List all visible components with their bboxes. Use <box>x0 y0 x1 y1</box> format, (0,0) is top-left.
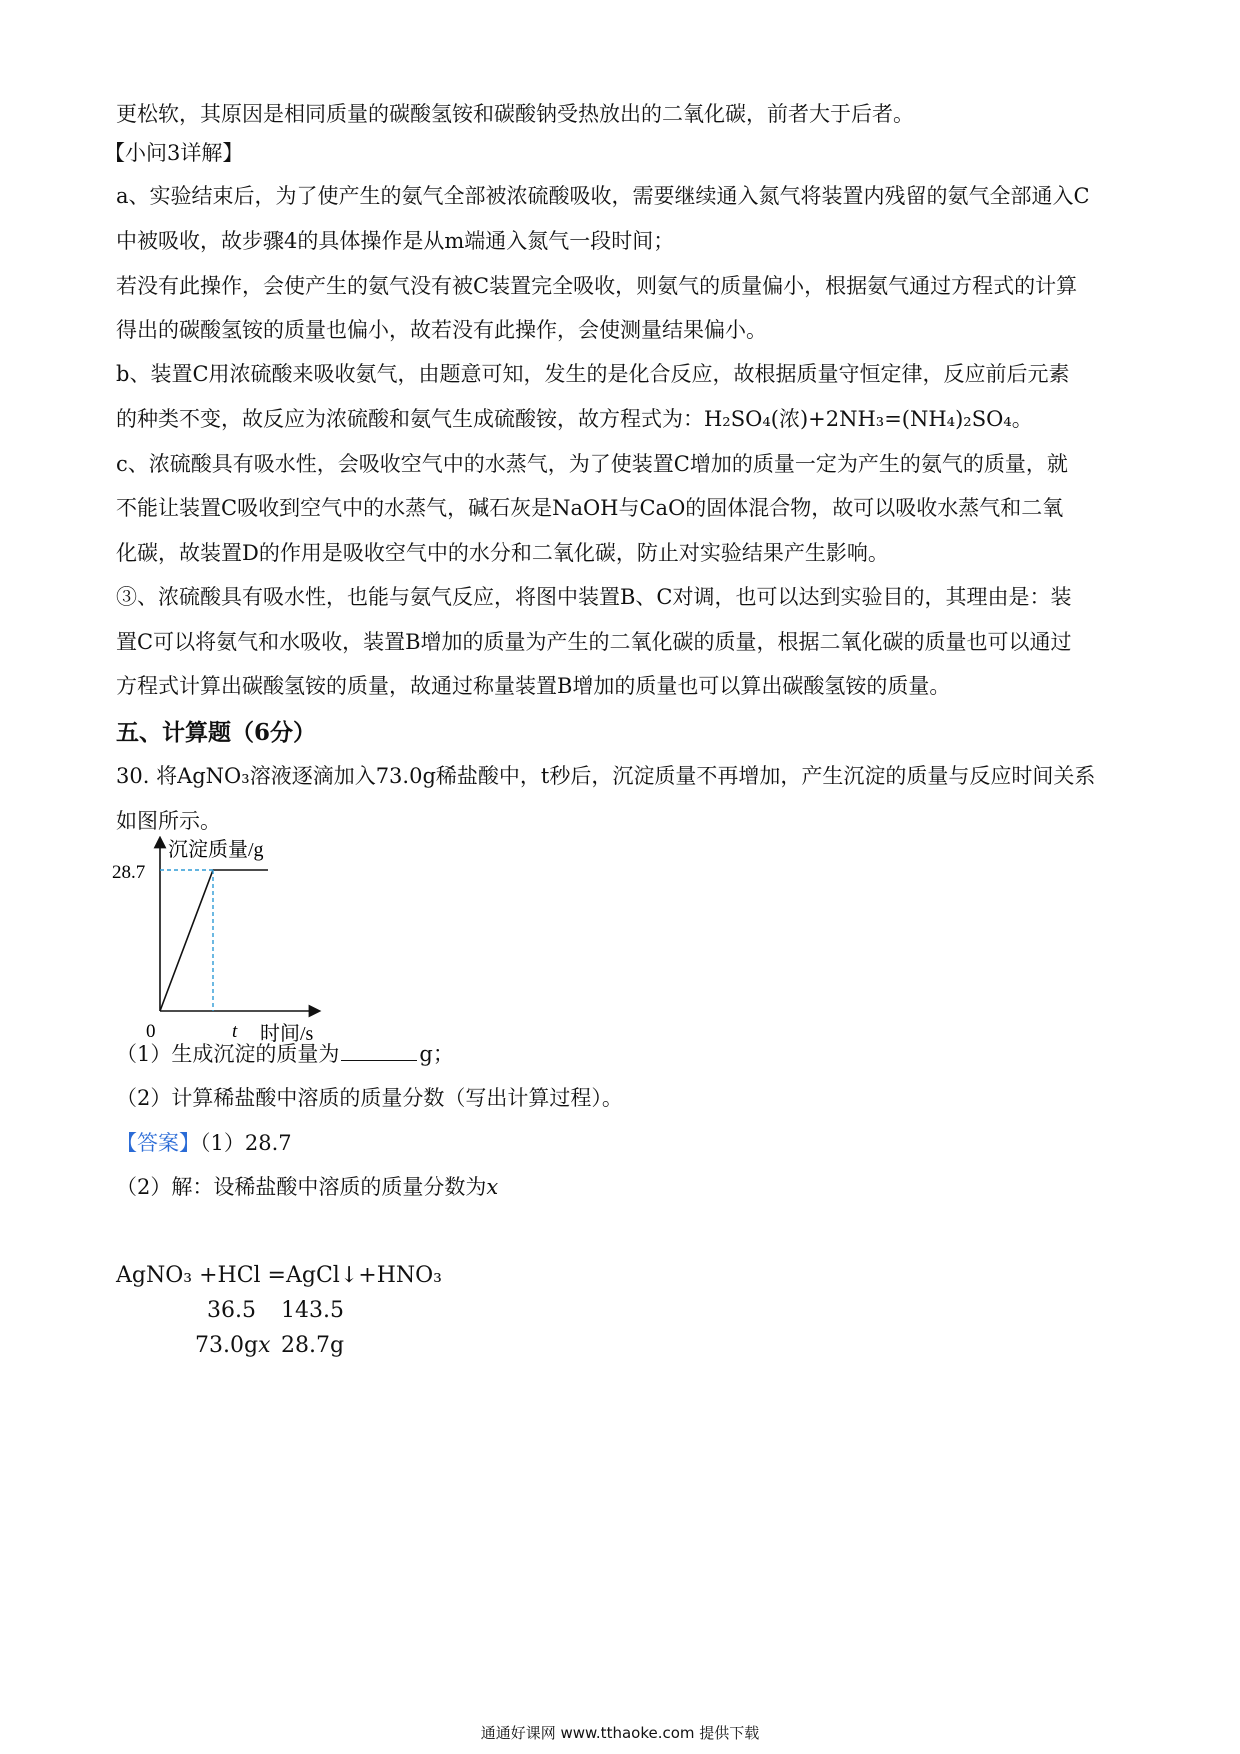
equation-variable-x: x <box>258 1333 271 1358</box>
sub-question-1-text: （1）生成沉淀的质量为 <box>116 1042 340 1066</box>
paragraph-line: 不能让装置C吸收到空气中的水蒸气，碱石灰是NaOH与CaO的固体混合物，故可以吸收水蒸气和二氧 <box>116 496 1064 520</box>
x-axis-label: 时间/s <box>260 1023 314 1045</box>
answer-part-1: （1）28.7 <box>200 1131 292 1155</box>
paragraph-line: 更松软，其原因是相同质量的碳酸氢铵和碳酸钠受热放出的二氧化碳，前者大于后者。 <box>116 102 914 126</box>
paragraph-line: 中被吸收，故步骤4的具体操作是从m端通入氮气一段时间； <box>116 229 675 253</box>
paragraph-line: 方程式计算出碳酸氢铵的质量，故通过称量装置B增加的质量也可以算出碳酸氢铵的质量。 <box>116 674 951 698</box>
equation-given-mass-text: 73.0g <box>195 1333 259 1358</box>
subsection-heading: 【小问3详解】 <box>104 141 244 165</box>
sub-question-1 <box>116 1039 1126 1069</box>
sub-question-1-unit: g； <box>419 1042 454 1066</box>
y-tick-label: 28.7 <box>112 862 146 883</box>
paragraph-line: 化碳，故装置D的作用是吸收空气中的水分和二氧化碳，防止对实验结果产生影响。 <box>116 541 889 565</box>
equation-given-mass-hcl <box>195 1331 271 1361</box>
paragraph-line: c、浓硫酸具有吸水性，会吸收空气中的水蒸气，为了使装置C增加的质量一定为产生的氨气的质量，就 <box>116 452 1068 476</box>
x-tick-label: t <box>232 1021 238 1042</box>
equation-molar-mass-agcl: 143.5 <box>281 1298 344 1323</box>
paragraph-line: 置C可以将氨气和水吸收，装置B增加的质量为产生的二氧化碳的质量，根据二氧化碳的质量也可以通过 <box>116 630 1072 654</box>
y-axis-label: 沉淀质量/g <box>168 839 264 861</box>
precipitate-series-line <box>160 870 268 1011</box>
paragraph-line: a、实验结束后，为了使产生的氨气全部被浓硫酸吸收，需要继续通入氮气将装置内残留的氨气全部通入C <box>116 184 1090 208</box>
footer-source: 通通好课网 www.tthaoke.com 提供下载 <box>480 1724 760 1742</box>
paragraph-line: 的种类不变，故反应为浓硫酸和氨气生成硫酸铵，故方程式为：H₂SO₄(浓)+2NH₃=(NH₄)₂SO₄。 <box>116 407 1033 431</box>
answer-part-2: （2）解：设稀盐酸中溶质的质量分数为 <box>116 1175 487 1199</box>
paragraph-line: ③、浓硫酸具有吸水性，也能与氨气反应，将图中装置B、C对调，也可以达到实验目的，其理由是：装 <box>116 585 1072 609</box>
equation-molar-mass-hcl: 36.5 <box>207 1298 256 1323</box>
chemical-equation: AgNO₃ +HCl =AgCl↓+HNO₃ <box>116 1263 442 1288</box>
question-text: 如图所示。 <box>116 809 221 833</box>
answer-line-1 <box>116 1128 1126 1158</box>
question-text: 30. 将AgNO₃溶液逐滴加入73.0g稀盐酸中，t秒后，沉淀质量不再增加，产生沉淀的质量与反应时间关系 <box>116 764 1096 788</box>
equation-given-mass-agcl: 28.7g <box>281 1333 345 1358</box>
paragraph-line: 若没有此操作，会使产生的氨气没有被C装置完全吸收，则氨气的质量偏小，根据氨气通过方程式的计算 <box>116 274 1078 298</box>
answer-line-2 <box>116 1172 1126 1202</box>
variable-x: x <box>486 1175 499 1199</box>
paragraph-line: 得出的碳酸氢铵的质量也偏小，故若没有此操作，会使测量结果偏小。 <box>116 318 767 342</box>
paragraph-line: b、装置C用浓硫酸来吸收氨气，由题意可知，发生的是化合反应，故根据质量守恒定律，反应前后元素 <box>116 362 1070 386</box>
origin-label: 0 <box>146 1021 156 1042</box>
sub-question-2: （2）计算稀盐酸中溶质的质量分数（写出计算过程）。 <box>116 1086 623 1110</box>
section-title: 五、计算题（6分） <box>116 719 317 746</box>
answer-blank <box>341 1040 417 1061</box>
answer-tag: 【答案】 <box>116 1131 200 1155</box>
precipitate-mass-chart <box>110 836 350 1056</box>
